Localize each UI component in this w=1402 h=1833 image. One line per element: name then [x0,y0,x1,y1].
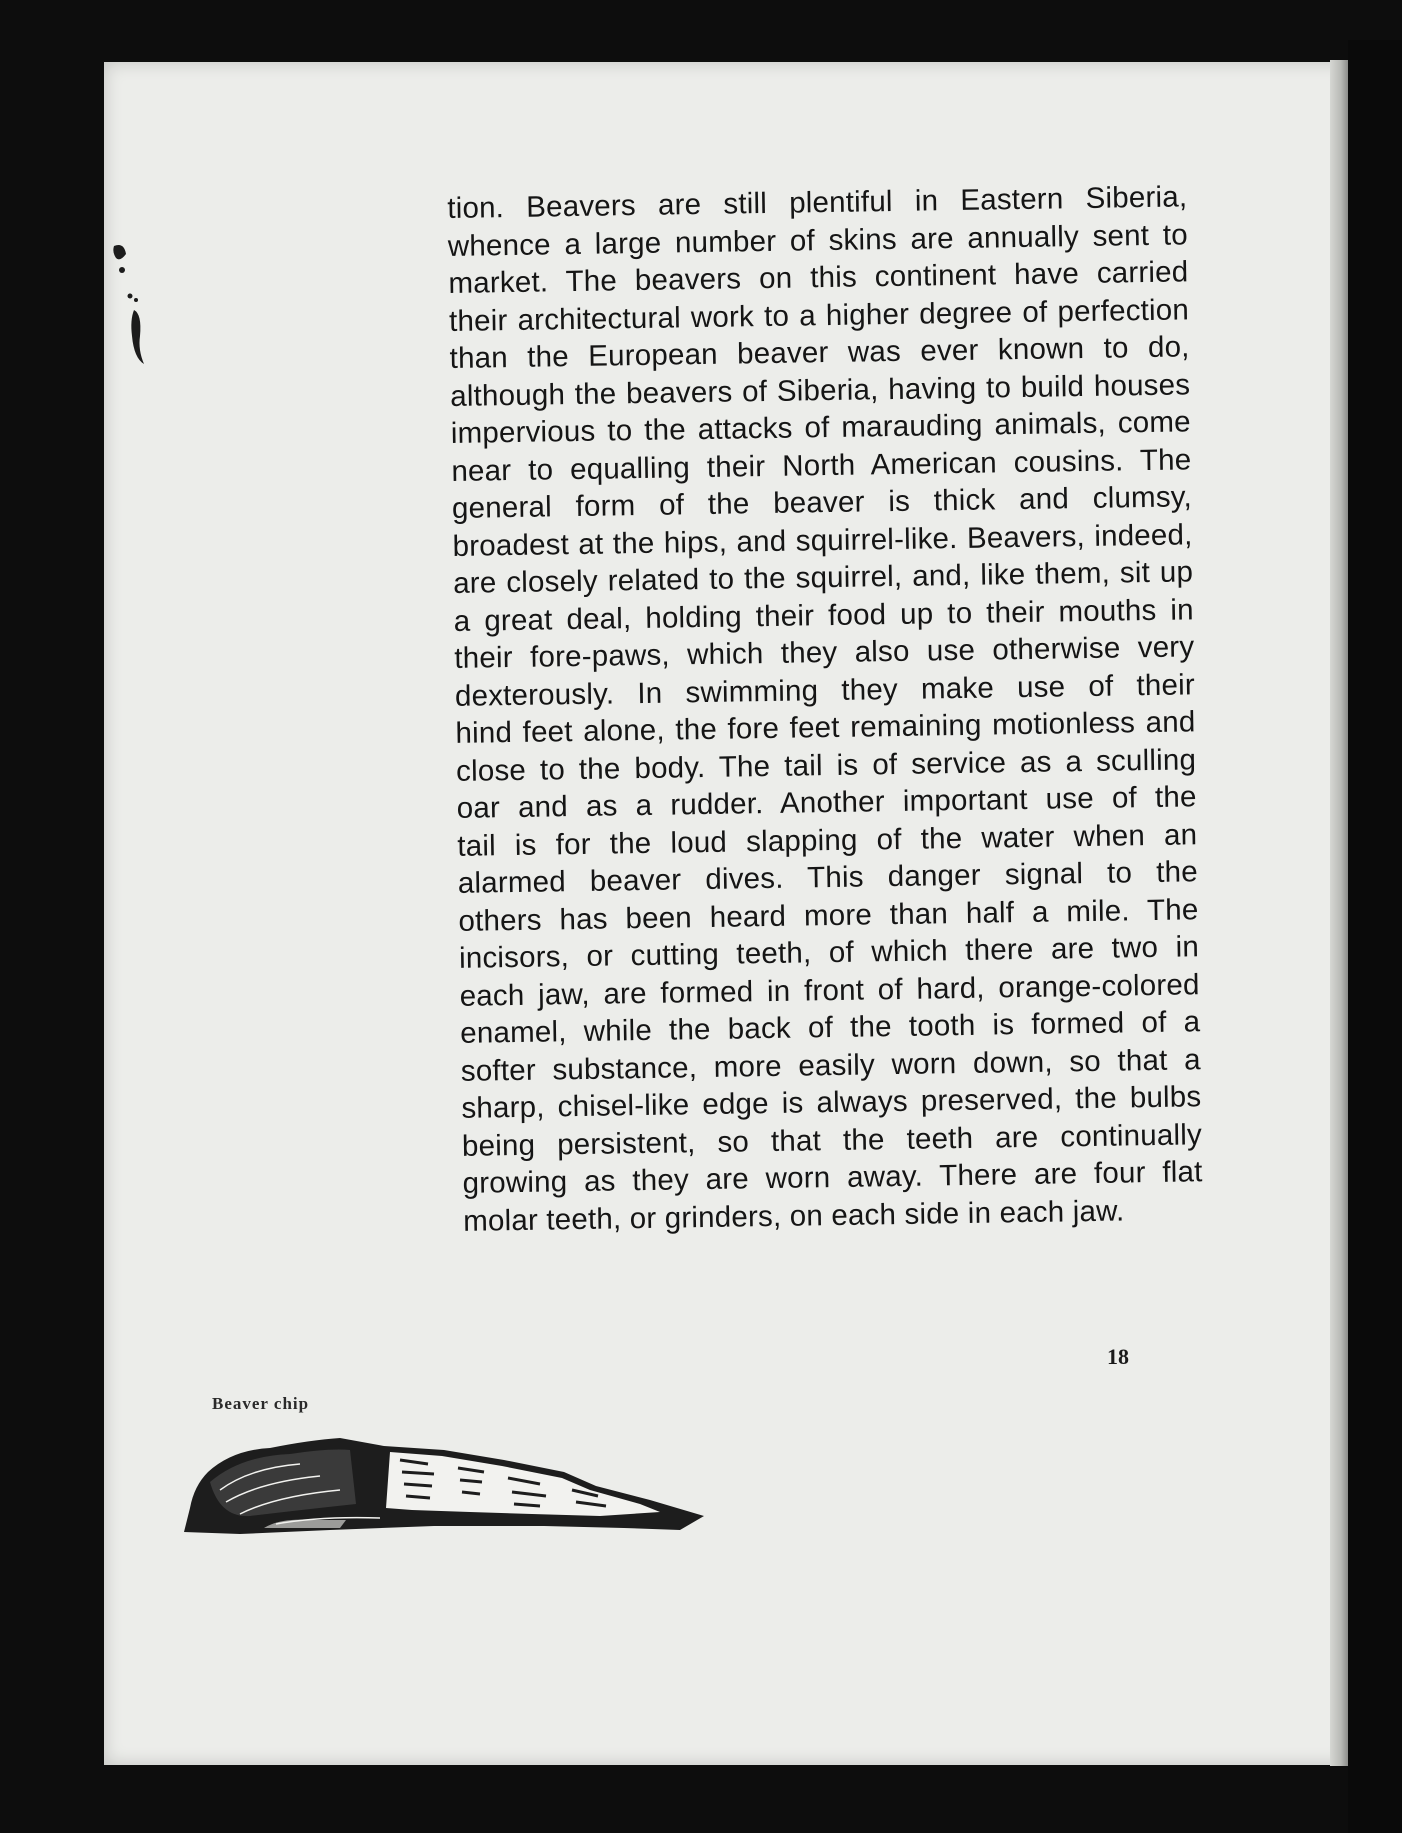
beaver-chip-illustration [180,1420,710,1540]
text-line: oar and as a rudder. Another important use of the [456,780,1197,825]
illustration-caption: Beaver chip [212,1394,310,1413]
margin-ink-marks [108,240,148,380]
text-line: their architectural work to a higher degree of perfection [448,292,1190,338]
page-number: 18 [1107,1344,1129,1369]
text-line: their fore-paws, which they also use otherwise very [454,630,1195,675]
text-line: alarmed beaver dives. This danger signal to the [457,855,1199,900]
text-line: near to equalling their North American cousins. The [451,442,1192,488]
text-line: tion. Beavers are still plentiful in Eastern Siberia, [447,180,1188,225]
text-line: molar teeth, or grinders, on each side in each jaw. [462,1193,1125,1238]
text-line: close to the body. The tail is of service as a sculling [455,742,1197,788]
page-gutter [1330,60,1348,1766]
text-line: general form of the beaver is thick and clumsy, [451,480,1193,525]
text-line: softer substance, more easily worn down, so that a [460,1042,1202,1088]
text-line: although the beavers of Siberia, having to build houses [449,367,1191,413]
text-line: sharp, chisel-like edge is always preserved, the bulbs [461,1080,1202,1125]
text-line: being persistent, so that the teeth are continually [461,1117,1203,1163]
text-line: hind feet alone, the fore feet remaining motionless and [455,705,1196,750]
text-line: others has been heard more than half a mile. The [458,892,1199,938]
text-line: each jaw, are formed in front of hard, orange-colored [459,967,1200,1013]
text-line: growing as they are worn away. There are four flat [462,1155,1203,1200]
text-line: enamel, while the back of the tooth is formed of a [459,1005,1201,1050]
text-line: incisors, or cutting teeth, of which there are two in [458,930,1200,975]
text-line: a great deal, holding their food up to their mouths in [453,592,1194,638]
text-line: broadest at the hips, and squirrel-like. Beavers, indeed, [452,517,1193,563]
text-line: whence a large number of skins are annually sent to [447,217,1189,263]
body-text [447,178,1203,1239]
text-line: market. The beavers on this continent have carried [448,255,1189,300]
book-spine-shadow [1348,40,1402,1833]
text-line: than the European beaver was ever known to do, [449,330,1190,375]
text-line: dexterously. In swimming they make use of their [454,667,1196,713]
text-line: impervious to the attacks of marauding animals, come [450,405,1191,450]
text-line: tail is for the loud slapping of the water when an [457,817,1198,863]
text-line: are closely related to the squirrel, and, like them, sit up [452,555,1194,600]
